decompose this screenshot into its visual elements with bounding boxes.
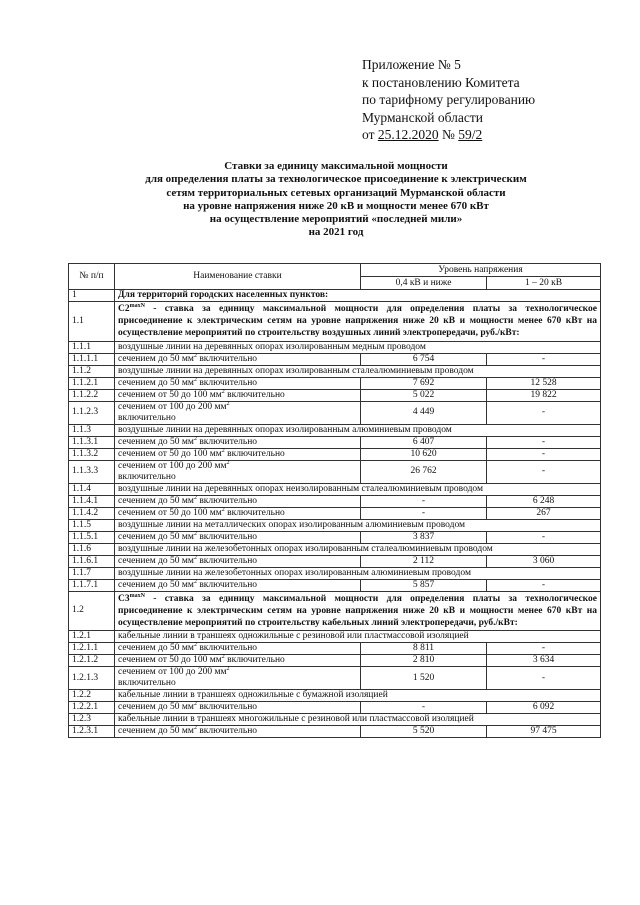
item-description [115,579,361,591]
item-suffix: включительно [224,448,285,459]
value-low-voltage: 6 754 [361,353,487,365]
row-number: 1.2.3 [69,714,115,726]
rate-text: - ставка за единицу максимальной мощности для определения платы за технологическое присоединение к электрическим сетям на уровне напряжения ниже 20 кВ и мощности менее 670 кВт на осуществление мероприятий по строительству кабельных линий электропередачи, руб./кВт: [118,593,597,629]
item-text: сечением от 50 до 100 мм [118,507,222,518]
row-number: 1.1.4.2 [69,507,115,519]
item-suffix: включительно [118,471,176,482]
item-description [115,555,361,567]
rate-code-superscript: maxN [129,592,145,599]
row-number: 1.2.1 [69,631,115,643]
table-row [69,726,601,738]
row-number: 1.1.6.1 [69,555,115,567]
table-row [69,424,601,436]
table-row [69,507,601,519]
value-low-voltage: 6 407 [361,436,487,448]
resolution-date: 25.12.2020 [377,127,439,142]
table-row [69,579,601,591]
value-low-voltage: - [361,507,487,519]
table-row [69,483,601,495]
unit-superscript: 2 [221,506,225,513]
row-number: 1.1.3.2 [69,448,115,460]
item-suffix: включительно [118,678,176,689]
item-text: сечением до 50 мм [118,643,194,654]
rate-description [115,302,601,342]
table-row [69,543,601,555]
item-suffix: включительно [196,377,258,388]
value-low-voltage: 1 520 [361,667,487,690]
header-name: Наименование ставки [115,264,361,290]
group-title: воздушные линии на деревянных опорах изолированным медным проводом [115,341,601,353]
table-row [69,448,601,460]
value-mid-voltage: - [487,667,601,690]
group-title: кабельные линии в траншеях одножильные с бумажной изоляцией [115,690,601,702]
item-suffix: включительно [196,436,258,447]
rate-description [115,591,601,631]
unit-superscript: 2 [193,494,197,501]
row-number: 1.1.1 [69,341,115,353]
value-low-voltage: - [361,495,487,507]
unit-superscript: 2 [226,666,230,673]
item-suffix: включительно [224,389,285,400]
value-low-voltage: 2 112 [361,555,487,567]
row-number: 1.2.2 [69,690,115,702]
unit-superscript: 2 [193,554,197,561]
item-text: сечением до 50 мм [118,436,194,447]
title-line: сетям территориальных сетевых организаций Мурманской области [166,186,506,199]
value-low-voltage: 2 810 [361,655,487,667]
rate-code-superscript: maxN [129,302,145,309]
title-line: для определения платы за технологическое присоединение к электрическим [145,173,527,186]
appendix-line: к постановлению Комитета [362,74,520,90]
table-row [69,519,601,531]
table-row [69,302,601,342]
value-mid-voltage: - [487,579,601,591]
row-number: 1.2 [69,591,115,631]
item-suffix: включительно [196,531,258,542]
unit-superscript: 2 [193,578,197,585]
table-row [69,591,601,631]
item-text: сечением от 50 до 100 мм [118,655,222,666]
appendix-line: по тарифному регулированию [362,92,536,107]
group-title: воздушные линии на деревянных опорах изолированным сталеалюминиевым проводом [115,365,601,377]
row-number: 1.1.3 [69,424,115,436]
row-number: 1.1.6 [69,543,115,555]
table-row [69,667,601,690]
unit-superscript: 2 [193,725,197,732]
header-voltage-mid: 1 – 20 кВ [487,277,601,290]
value-mid-voltage: 3 634 [487,655,601,667]
row-number: 1.1.1.1 [69,353,115,365]
table-row [69,567,601,579]
item-suffix: включительно [224,655,285,666]
table-row [69,389,601,401]
table-row [69,365,601,377]
row-number: 1 [69,290,115,302]
unit-superscript: 2 [193,435,197,442]
item-description [115,460,361,483]
title-line: на осуществление мероприятий «последней мили» [209,213,463,226]
value-low-voltage: 3 837 [361,531,487,543]
rate-code: C3 [118,593,130,604]
section-title: Для территорий городских населенных пунктов: [115,290,601,302]
value-mid-voltage: - [487,436,601,448]
unit-superscript: 2 [193,701,197,708]
appendix-block [362,56,622,144]
value-mid-voltage: 97 475 [487,726,601,738]
table-row [69,290,601,302]
item-text: сечением до 50 мм [118,555,194,566]
table-row [69,495,601,507]
value-low-voltage: 5 857 [361,579,487,591]
item-suffix: включительно [196,702,258,713]
value-low-voltage: 5 520 [361,726,487,738]
header-voltage-level: Уровень напряжения [361,264,601,277]
row-number: 1.2.1.3 [69,667,115,690]
item-description [115,643,361,655]
item-description [115,726,361,738]
row-number: 1.1.2.2 [69,389,115,401]
unit-superscript: 2 [193,352,197,359]
value-mid-voltage: - [487,531,601,543]
header-voltage-low: 0,4 кВ и ниже [361,277,487,290]
value-mid-voltage: 6 248 [487,495,601,507]
table-row [69,631,601,643]
item-text: сечением от 100 до 200 мм [118,460,227,471]
table-row [69,377,601,389]
table-row [69,655,601,667]
item-suffix: включительно [196,726,258,737]
group-title: кабельные линии в траншеях многожильные с резиновой или пластмассовой изоляцией [115,714,601,726]
item-text: сечением до 50 мм [118,353,194,364]
value-low-voltage: 26 762 [361,460,487,483]
table-row [69,341,601,353]
item-text: сечением до 50 мм [118,579,194,590]
value-low-voltage: 7 692 [361,377,487,389]
group-title: воздушные линии на железобетонных опорах изолированным сталеалюминиевым проводом [115,543,601,555]
value-mid-voltage: 3 060 [487,555,601,567]
row-number: 1.1 [69,302,115,342]
item-description [115,353,361,365]
row-number: 1.1.4 [69,483,115,495]
item-text: сечением до 50 мм [118,531,194,542]
date-prefix: от [362,127,378,142]
row-number: 1.2.1.1 [69,643,115,655]
rates-table [68,263,601,738]
table-row [69,690,601,702]
unit-superscript: 2 [226,459,230,466]
item-suffix: включительно [196,579,258,590]
unit-superscript: 2 [193,376,197,383]
table-row [69,401,601,424]
item-description [115,495,361,507]
resolution-number: 59/2 [458,127,483,142]
appendix-line: Приложение № 5 [362,57,461,72]
row-number: 1.1.7.1 [69,579,115,591]
item-description [115,389,361,401]
value-mid-voltage: - [487,401,601,424]
title-line: Ставки за единицу максимальной мощности [224,160,448,172]
item-suffix: включительно [118,412,176,423]
item-text: сечением до 50 мм [118,702,194,713]
unit-superscript: 2 [221,654,225,661]
table-row [69,643,601,655]
row-number: 1.1.2 [69,365,115,377]
item-description [115,448,361,460]
row-number: 1.1.5.1 [69,531,115,543]
header-num: № п/п [69,264,115,290]
item-description [115,531,361,543]
document-title [60,160,612,240]
title-line: на 2021 год [308,226,364,239]
group-title: кабельные линии в траншеях одножильные с резиновой или пластмассовой изоляцией [115,631,601,643]
value-low-voltage: 4 449 [361,401,487,424]
row-number: 1.1.5 [69,519,115,531]
row-number: 1.1.3.1 [69,436,115,448]
item-text: сечением до 50 мм [118,495,194,506]
group-title: воздушные линии на металлических опорах изолированным алюминиевым проводом [115,519,601,531]
item-description [115,401,361,424]
group-title: воздушные линии на деревянных опорах неизолированным сталеалюминиевым проводом [115,483,601,495]
row-number: 1.1.2.3 [69,401,115,424]
appendix-date-line [362,126,622,144]
unit-superscript: 2 [221,388,225,395]
value-mid-voltage: - [487,643,601,655]
header-row [69,264,601,277]
table-row [69,702,601,714]
appendix-line: Мурманской области [362,109,483,125]
item-description [115,655,361,667]
row-number: 1.1.4.1 [69,495,115,507]
unit-superscript: 2 [193,642,197,649]
row-number: 1.1.2.1 [69,377,115,389]
value-low-voltage: 5 022 [361,389,487,401]
table-body [69,290,601,738]
unit-superscript: 2 [226,400,230,407]
value-mid-voltage: - [487,353,601,365]
item-description [115,702,361,714]
row-number: 1.2.1.2 [69,655,115,667]
group-title: воздушные линии на железобетонных опорах изолированным алюминиевым проводом [115,567,601,579]
row-number: 1.2.2.1 [69,702,115,714]
item-description [115,436,361,448]
table-row [69,353,601,365]
value-mid-voltage: 6 092 [487,702,601,714]
rate-text: - ставка за единицу максимальной мощности для определения платы за технологическое присоединение к электрическим сетям на уровне напряжения ниже 20 кВ и мощности менее 670 кВт на осуществление мероприятий по строительству воздушных линий электропередачи, руб./кВт: [118,304,597,339]
table-row [69,714,601,726]
row-number: 1.2.3.1 [69,726,115,738]
value-low-voltage: 10 620 [361,448,487,460]
item-text: сечением до 50 мм [118,726,194,737]
item-suffix: включительно [196,353,258,364]
table-row [69,436,601,448]
group-title: воздушные линии на деревянных опорах изолированным алюминиевым проводом [115,424,601,436]
item-suffix: включительно [196,495,258,506]
table-row [69,555,601,567]
title-line: на уровне напряжения ниже 20 кВ и мощности менее 670 кВт [183,199,489,212]
value-low-voltage: 8 811 [361,643,487,655]
item-suffix: включительно [196,643,258,654]
unit-superscript: 2 [193,530,197,537]
item-description [115,377,361,389]
value-mid-voltage: - [487,460,601,483]
rate-code: C2 [118,304,130,314]
item-text: сечением от 50 до 100 мм [118,389,222,400]
item-text: сечением от 100 до 200 мм [118,667,227,678]
value-mid-voltage: 19 822 [487,389,601,401]
item-text: сечением от 100 до 200 мм [118,401,227,412]
value-low-voltage: - [361,702,487,714]
item-suffix: включительно [196,555,258,566]
row-number: 1.1.7 [69,567,115,579]
item-suffix: включительно [224,507,285,518]
value-mid-voltage: 12 528 [487,377,601,389]
table-row [69,460,601,483]
row-number: 1.1.3.3 [69,460,115,483]
item-text: сечением до 50 мм [118,377,194,388]
item-text: сечением от 50 до 100 мм [118,448,222,459]
number-sign: № [438,127,459,142]
value-mid-voltage: 267 [487,507,601,519]
item-description [115,667,361,690]
table-row [69,531,601,543]
value-mid-voltage: - [487,448,601,460]
item-description [115,507,361,519]
unit-superscript: 2 [221,447,225,454]
